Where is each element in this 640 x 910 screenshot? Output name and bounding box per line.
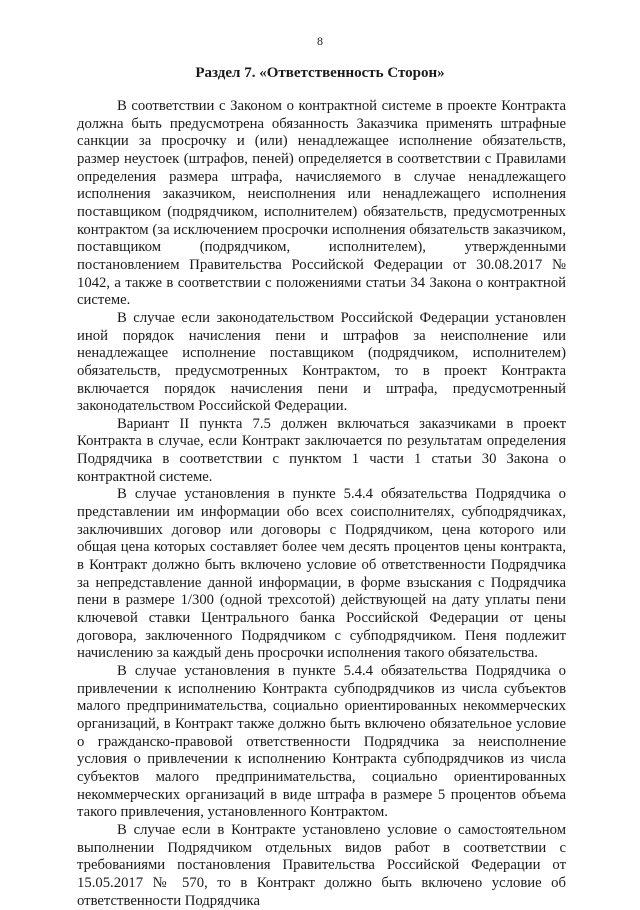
paragraph-penalties-overview: В соответствии с Законом о контрактной системе в проекте Контракта должна быть предусмотрена обязанность Заказчика применять штрафные санкции за просрочку и (или) ненадлежащее исполнение обязательств, размер неустоек (штрафов, пеней) определяется в соответствии с Правилами определения размера штрафа, начисляемого в случае ненадлежащего исполнения заказчиком, неисполнения или ненадлежащего исполнения поставщиком (подрядчиком, исполнителем) обязательств, предусмотренных контрактом (за исключением просрочки исполнения обязательств заказчиком, поставщиком (подрядчиком, исполнителем), утвержденными постановлением Правительства Российской Федерации от 30.08.2017 № 1042, а также в соответствии с положениями статьи 34 Закона о контрактной системе. (77, 98, 566, 309)
paragraph-alternative-penalty-order: В случае если законодательством Российской Федерации установлен иной порядок начисления пени и штрафов за неисполнение или ненадлежащее исполнение поставщиком (подрядчиком, исполнителем) обязательств, предусмотренных Контрактом, то в проект Контракта включается порядок начисления пени и штрафа, предусмотренный законодательством Российской Федерации. (77, 309, 566, 415)
paragraph-small-business-involvement: В случае установления в пункте 5.4.4 обязательства Подрядчика о привлечении к исполнению Контракта субподрядчиков из числа субъектов малого предпринимательства, социально ориентированных некоммерческих организаций, в Контракт также должно быть включено обязательное условие о гражданско-правовой ответственности Подрядчика за неисполнение условия о привлечении к исполнению Контракта субподрядчиков из числа субъектов малого предпринимательства, социально ориентированных некоммерческих организаций в виде штрафа в размере 5 процентов объема такого привлечения, установленного Контрактом. (77, 663, 566, 821)
paragraph-variant-ii: Вариант II пункта 7.5 должен включаться заказчиками в проект Контракта в случае, если Контракт заключается по результатам определения Подрядчика в соответствии с пунктом 1 части 1 статьи 30 Закона о контрактной системе. (77, 415, 566, 485)
body-text (77, 98, 566, 910)
section-title: Раздел 7. «Ответственность Сторон» (195, 65, 445, 81)
paragraph-independent-performance: В случае если в Контракте установлено условие о самостоятельном выполнении Подрядчиком отдельных видов работ в соответствии с требованиями постановления Правительства Российской Федерации от 15.05.2017 № 570, то в Контракт должно быть включено условие об ответственности Подрядчика (77, 821, 566, 909)
paragraph-subcontractor-information: В случае установления в пункте 5.4.4 обязательства Подрядчика о представлении им информации обо всех соисполнителях, субподрядчиках, заключивших договор или договоры с Подрядчиком, цена которого или общая цена которых составляет более чем десять процентов цены контракта, в Контракт должно быть включено условие об ответственности Подрядчика за непредставление данной информации, в форме взыскания с Подрядчика пени в размере 1/300 (одной трехсотой) действующей на дату уплаты пени ключевой ставки Центрального банка Российской Федерации от цены договора, заключенного Подрядчиком с субподрядчиком. Пеня подлежит начислению за каждый день просрочки исполнения такого обязательства. (77, 486, 566, 662)
page-number: 8 (317, 34, 323, 48)
